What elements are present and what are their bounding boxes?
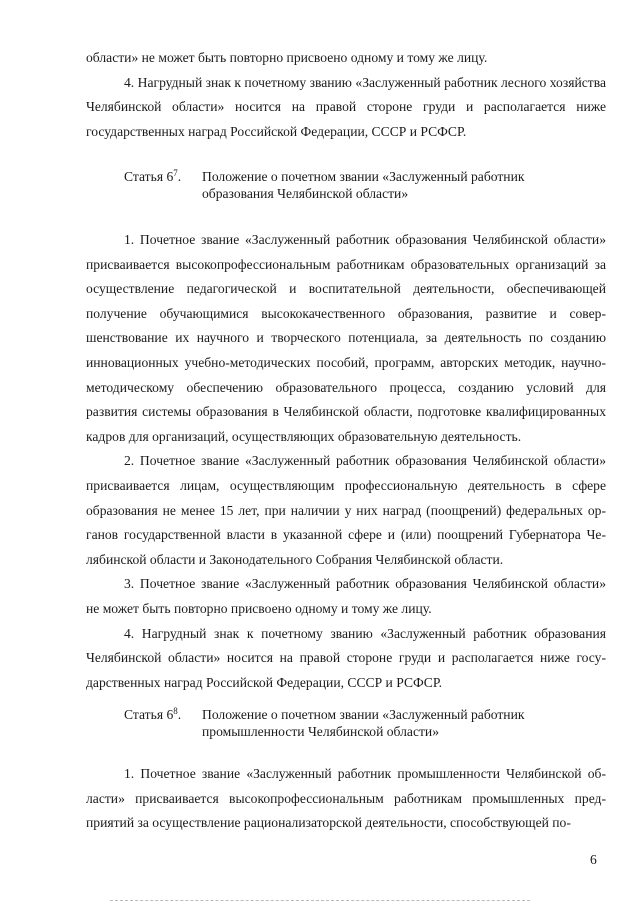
- article-label: Статья $6^7$.: [124, 168, 182, 184]
- text-block-promyshlennost: [86, 762, 606, 836]
- paragraph-item-2-obrazovanie: 2. Почетное звание «Заслуженный работник образования Челябинской области» присваивается лицам, осуществляющим профессиональную деятельность в сфере образования не менее 15 лет, при наличии у них наград (поощрений) федеральных органов государственной власти в указанной сфере и (или) поощрений Губернатора Челябинской области и Законодательного Собрания Челябинской области.: [86, 453, 606, 567]
- text-block-lesnoe: [86, 46, 606, 144]
- paragraph-item-1-promyshlennost: 1. Почетное звание «Заслуженный работник промышленности Челябинской области» присваивается высокопрофессиональным работникам промышленных предприятий за осуществление рационализаторской деятельности, способствующей по-: [86, 766, 606, 831]
- article-title: Положение о почетном звании «Заслуженный работник образования Челябинской области»: [202, 169, 525, 201]
- paragraph-item-4-obrazovanie: 4. Нагрудный знак к почетному званию «Заслуженный работник образования Челябинской области» носится на правой стороне груди и располагается ниже государственных наград Российской Федерации, СССР и РСФСР.: [86, 625, 606, 690]
- paragraph-item-1-obrazovanie: 1. Почетное звание «Заслуженный работник образования Челябинской области» присваивается высокопрофессиональным работникам образовательных организаций за осуществление педагогической и воспитательной деятельности, обеспечивающей получение обучающимися высококачественного образования, развитие и совершенствование их научного и творческого потенциала, за деятельность по созданию инновационных учебно-методических пособий, программ, авторских методик, научно-методическому обеспечению образовательного процесса, созданию условий для развития системы образования в Челябинской области, подготовке квалифицированных кадров для организаций, осуществляющих образовательную деятельность.: [86, 232, 606, 444]
- paragraph-item-3-obrazovanie: 3. Почетное звание «Заслуженный работник образования Челябинской области» не может быть повторно присвоено одному и тому же лицу.: [86, 576, 606, 616]
- bottom-divider: [110, 900, 530, 901]
- article-title: Положение о почетном звании «Заслуженный работник промышленности Челябинской области»: [202, 707, 525, 739]
- article-heading-6-8: [124, 706, 582, 740]
- paragraph-continuation: области» не может быть повторно присвоено одному и тому же лицу.: [86, 50, 488, 65]
- article-heading-6-7: [124, 168, 582, 202]
- page-number: 6: [590, 852, 597, 867]
- paragraph-item-4-lesnoe: 4. Нагрудный знак к почетному званию «Заслуженный работник лесного хозяйства Челябинской области» носится на правой стороне груди и располагается ниже государственных наград Российской Федерации, СССР и РСФСР.: [86, 74, 606, 139]
- text-block-obrazovanie: [86, 228, 606, 695]
- article-label: Статья $6^8$.: [124, 706, 182, 722]
